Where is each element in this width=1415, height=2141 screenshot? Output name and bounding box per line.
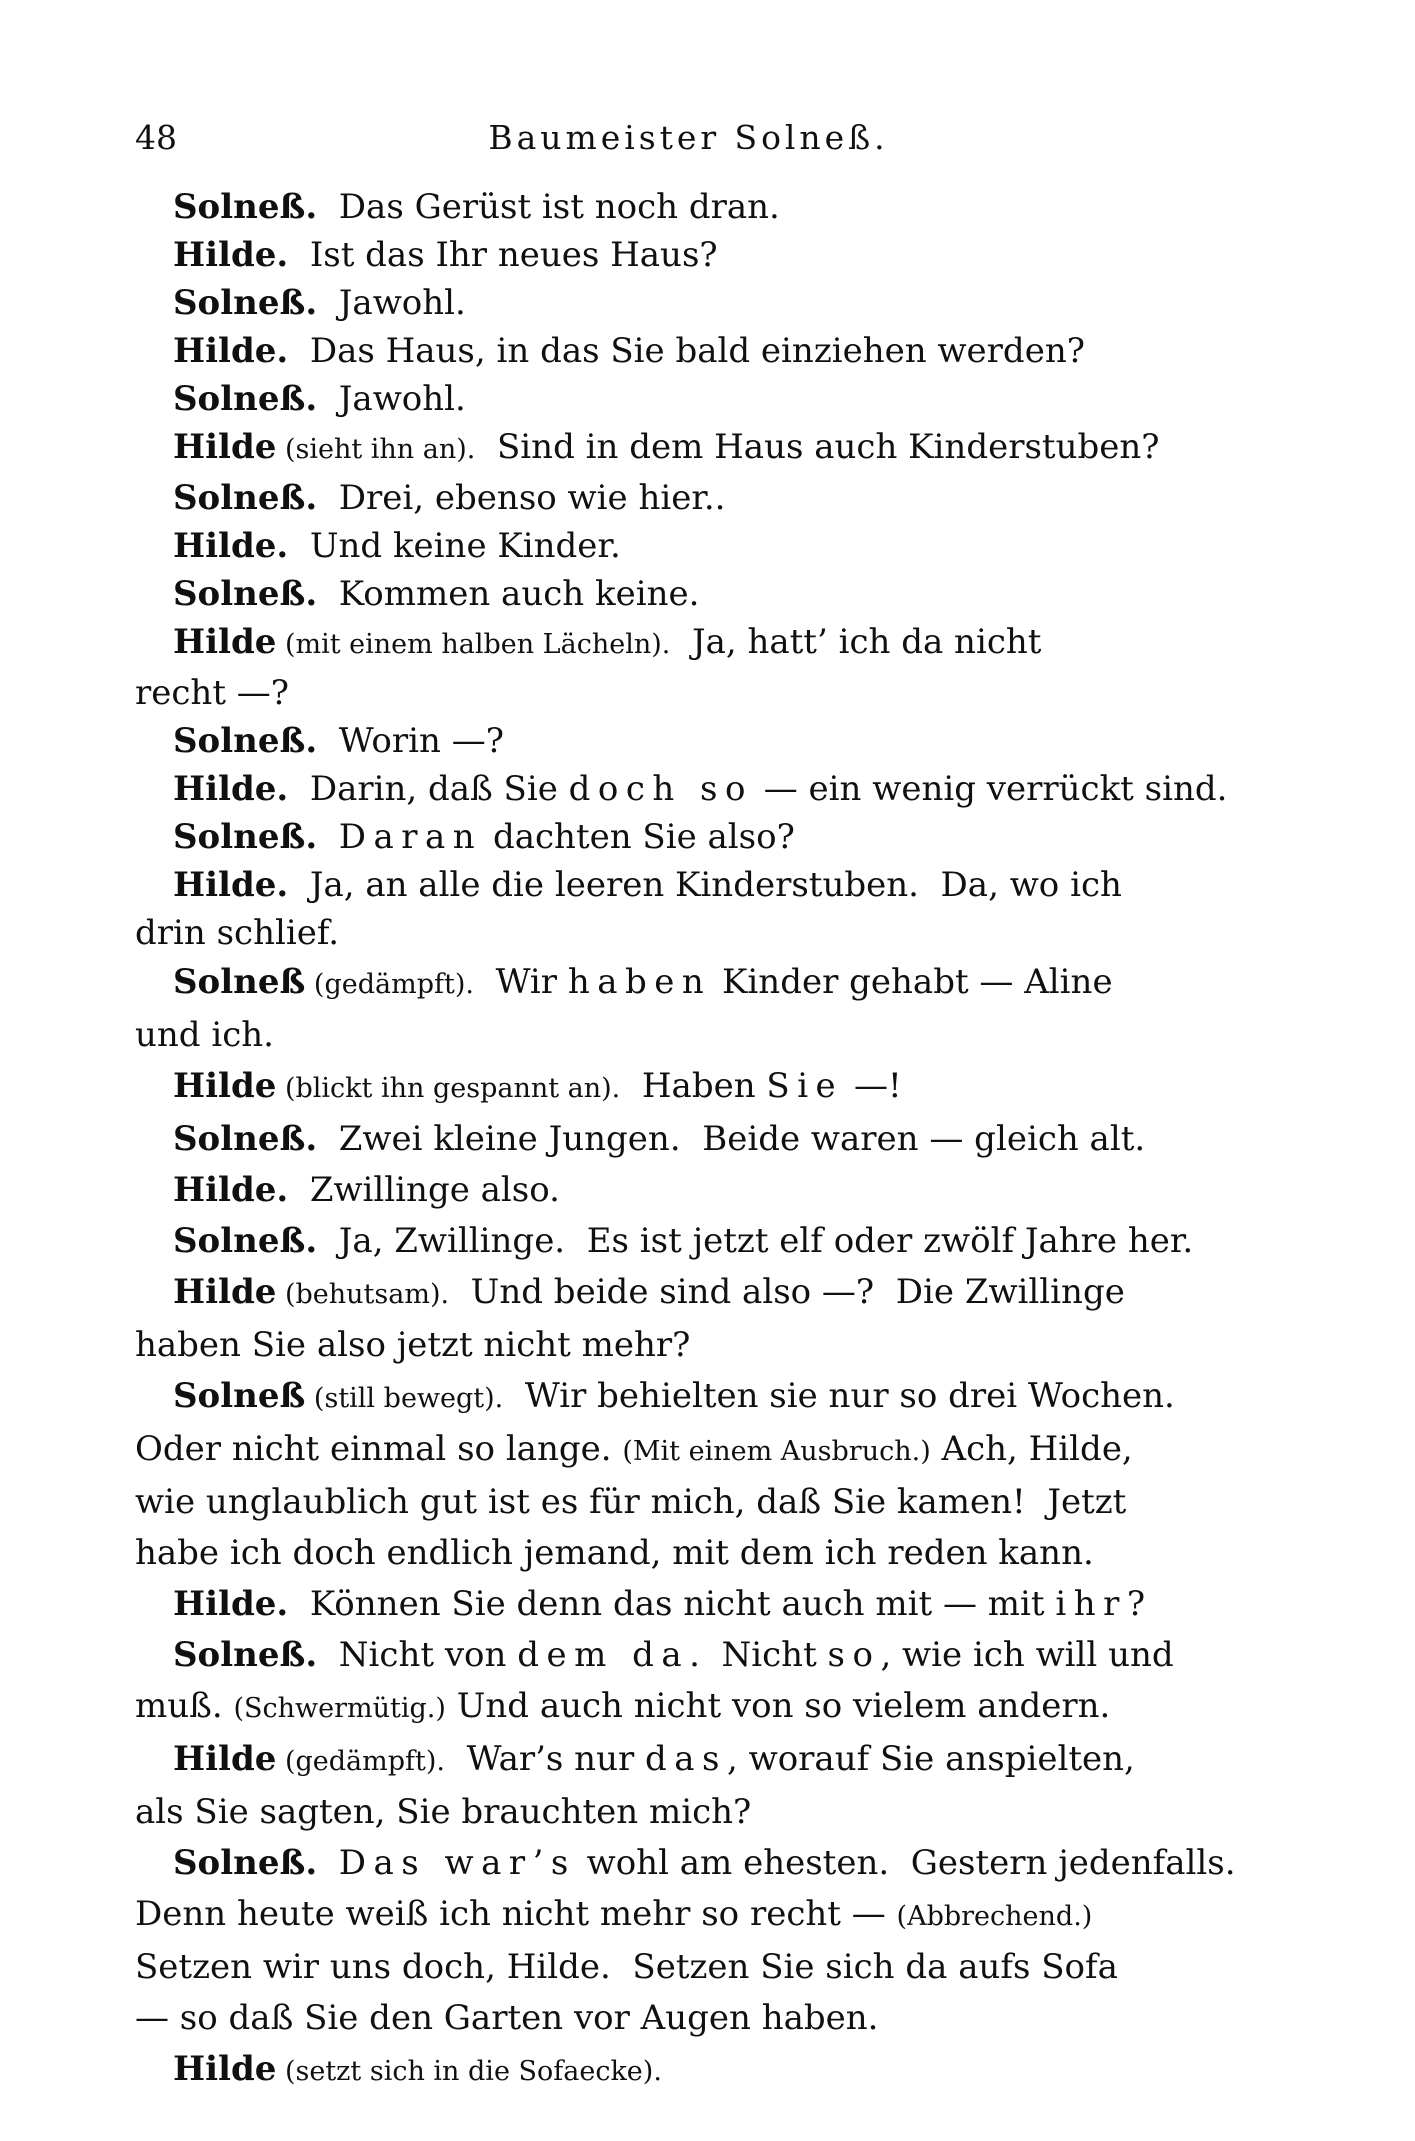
dialogue-text: , wie ich will und [880,1635,1174,1675]
speaker-name: Solneß. [173,817,318,857]
text-line [135,813,1320,861]
text-line [135,1010,1320,1061]
dialogue-text: und ich. [135,1015,274,1055]
text-line [135,1477,1320,1528]
text-line [135,1528,1320,1579]
dialogue-text: Worin —? [317,721,504,761]
text-line [135,1371,1320,1424]
stage-direction: (blickt ihn gespannt an). [276,1073,621,1104]
dialogue-text: Zwillinge also. [288,1170,560,1210]
text-line [135,279,1320,327]
stage-direction: (Mit einem Ausbruch.) [622,1436,931,1467]
dialogue-text: Kommen auch keine. [317,574,700,614]
dialogue-text: Ja, hatt’ ich da nicht [670,622,1042,662]
text-line [135,375,1320,423]
text-line [135,474,1320,522]
text-line [135,231,1320,279]
dialogue-text [317,1843,339,1883]
speaker-name: Solneß. [173,574,318,614]
dialogue-text: Jawohl. [317,283,466,323]
dialogue-text: Und keine Kinder. [288,526,621,566]
stage-direction: (Abbrechend.) [896,1901,1093,1932]
text-line [135,1787,1320,1838]
speaker-name: Hilde. [173,865,289,905]
dialogue-text: dachten Sie also? [482,817,795,857]
text-line [135,618,1320,669]
dialogue-text: Das Gerüst ist noch dran. [317,187,780,227]
speaker-name: Solneß. [173,478,318,518]
dialogue-text: Ach, Hilde, [930,1429,1133,1469]
text-line [135,1630,1320,1681]
text-line [135,1579,1320,1630]
speaker-name: Solneß. [173,1221,318,1261]
dialogue-text: Darin, daß Sie [288,769,569,809]
text-line [135,1165,1320,1216]
speaker-name: Hilde. [173,235,289,275]
text-line [135,1734,1320,1787]
dialogue-text: Und auch nicht von so vielem andern. [445,1686,1111,1726]
text-line [135,1838,1320,1889]
page-number: 48 [135,118,177,157]
dialogue-text: , worauf Sie anspielten, [726,1739,1135,1779]
dialogue-text: —! [843,1066,902,1106]
dialogue-text: — ein wenig verrückt sind. [752,769,1228,809]
dialogue-text: Jawohl. [317,379,466,419]
dialogue-text: muß. [135,1686,234,1726]
text-line [135,765,1320,813]
dialogue-text: Ist das Ihr neues Haus? [288,235,718,275]
text-line [135,1114,1320,1165]
text-line [135,522,1320,570]
speaker-name: Solneß [173,1376,306,1416]
stage-direction: (mit einem halben Lächeln). [276,629,671,660]
stage-direction: (sieht ihn an). [276,434,476,465]
text-line [135,570,1320,618]
speaker-name: Solneß [173,962,306,1002]
text-line [135,957,1320,1010]
text-line [135,1061,1320,1114]
speaker-name: Solneß. [173,379,318,419]
text-block [135,183,1320,2097]
dialogue-text: War’s nur [444,1739,646,1779]
emphasized-text: ihr [1055,1584,1127,1624]
text-line [135,183,1320,231]
dialogue-text: Wir [473,962,568,1002]
dialogue-text: wie unglaublich gut ist es für mich, daß Sie kamen! Jetzt [135,1482,1127,1522]
dialogue-text [317,817,339,857]
emphasized-text: Sie [766,1066,844,1106]
text-line [135,669,1320,717]
speaker-name: Hilde [173,1739,277,1779]
dialogue-text: als Sie sagten, Sie brauchten mich? [135,1792,752,1832]
dialogue-text: haben Sie also jetzt nicht mehr? [135,1325,691,1365]
text-line [135,1216,1320,1267]
dialogue-text: Oder nicht einmal so lange. [135,1429,623,1469]
speaker-name: Hilde. [173,331,289,371]
text-line [135,1942,1320,1993]
dialogue-text: Haben [620,1066,767,1106]
speaker-name: Hilde [173,2049,277,2089]
dialogue-text: Wir behielten sie nur so drei Wochen. [503,1376,1175,1416]
emphasized-text: dem da [517,1635,690,1675]
dialogue-text: Und beide sind also —? Die Zwillinge [449,1272,1125,1312]
emphasized-text: Daran [338,817,483,857]
text-line [135,1681,1320,1734]
emphasized-text: doch so [568,769,753,809]
dialogue-text: Setzen wir uns doch, Hilde. Setzen Sie sich da aufs Sofa [135,1947,1118,1987]
dialogue-text: Zwei kleine Jungen. Beide waren — gleich alt. [317,1119,1146,1159]
speaker-name: Solneß. [173,1119,318,1159]
speaker-name: Hilde. [173,1584,289,1624]
stage-direction: (gedämpft). [276,1746,445,1777]
emphasized-text: so [827,1635,881,1675]
speaker-name: Solneß. [173,1635,318,1675]
dialogue-text: recht —? [135,673,290,713]
text-line [135,1889,1320,1942]
dialogue-text: . Nicht [689,1635,828,1675]
text-line [135,717,1320,765]
text-line [135,1320,1320,1371]
text-line [135,2044,1320,2097]
stage-direction: (setzt sich in die Sofaecke). [276,2056,662,2087]
dialogue-text: Ja, an alle die leeren Kinderstuben. Da, wo ich [288,865,1122,905]
dialogue-text: Drei, ebenso wie hier.. [317,478,726,518]
text-line [135,327,1320,375]
dialogue-text: — so daß Sie den Garten vor Augen haben. [135,1998,879,2038]
stage-direction: (still bewegt). [305,1383,504,1414]
emphasized-text: das [645,1739,727,1779]
text-line [135,1993,1320,2044]
dialogue-text: Denn heute weiß ich nicht mehr so recht — [135,1894,897,1934]
dialogue-text: Das Haus, in das Sie bald einziehen werden? [288,331,1085,371]
speaker-name: Solneß. [173,721,318,761]
emphasized-text: Das war’s [338,1843,576,1883]
dialogue-text: Nicht von [317,1635,518,1675]
speaker-name: Hilde [173,622,277,662]
stage-direction: (Schwermütig.) [233,1693,446,1724]
text-line [135,909,1320,957]
text-line [135,1267,1320,1320]
speaker-name: Hilde. [173,526,289,566]
speaker-name: Solneß. [173,283,318,323]
text-line [135,423,1320,474]
speaker-name: Hilde [173,427,277,467]
dialogue-text: drin schlief. [135,913,340,953]
speaker-name: Solneß. [173,187,318,227]
dialogue-text: ? [1126,1584,1146,1624]
emphasized-text: haben [567,962,712,1002]
speaker-name: Solneß. [173,1843,318,1883]
text-line [135,1424,1320,1477]
dialogue-text: habe ich doch endlich jemand, mit dem ich reden kann. [135,1533,1094,1573]
speaker-name: Hilde. [173,1170,289,1210]
stage-direction: (gedämpft). [305,969,474,1000]
dialogue-text: Sind in dem Haus auch Kinderstuben? [475,427,1160,467]
speaker-name: Hilde [173,1272,277,1312]
running-title: Baumeister Solneß. [488,118,889,157]
stage-direction: (behutsam). [276,1279,450,1310]
speaker-name: Hilde. [173,769,289,809]
dialogue-text: Ja, Zwillinge. Es ist jetzt elf oder zwölf Jahre her. [317,1221,1194,1261]
dialogue-text: Kinder gehabt — Aline [711,962,1113,1002]
dialogue-text: wohl am ehesten. Gestern jedenfalls. [575,1843,1236,1883]
running-head [135,118,1320,157]
text-line [135,861,1320,909]
speaker-name: Hilde [173,1066,277,1106]
dialogue-text: Können Sie denn das nicht auch mit — mit [288,1584,1056,1624]
